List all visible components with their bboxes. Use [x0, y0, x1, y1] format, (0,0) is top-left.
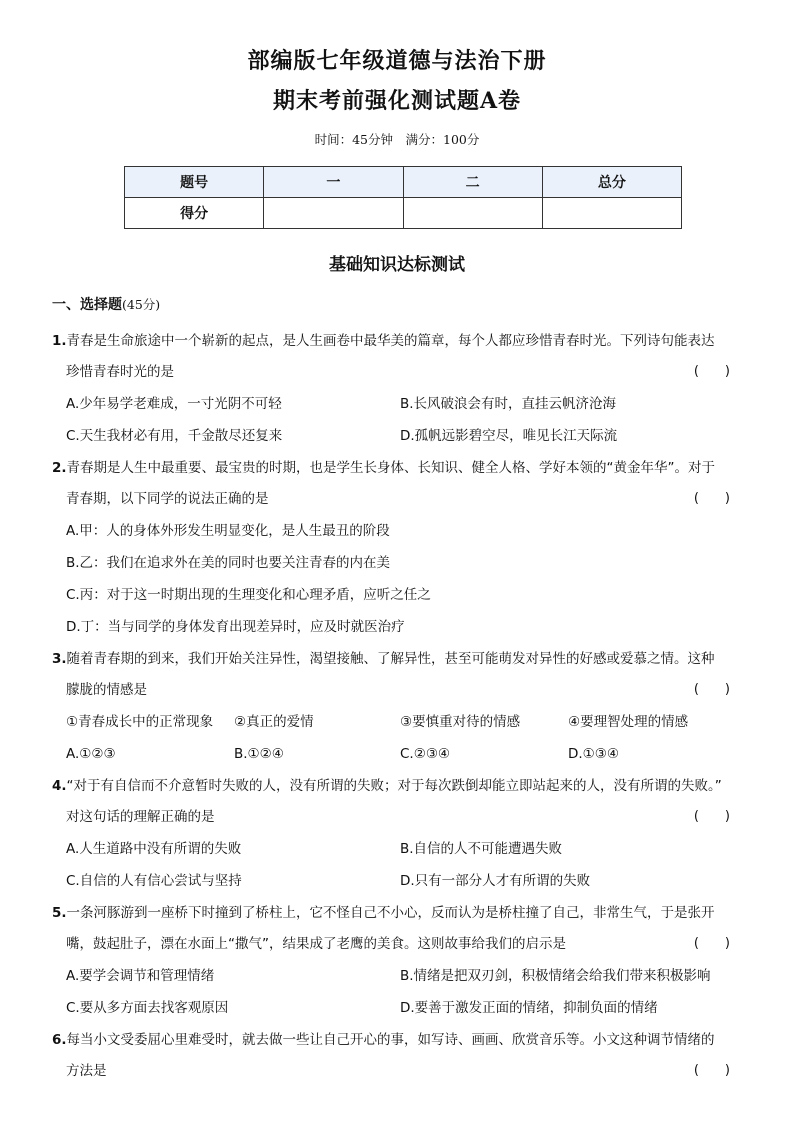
answer-blank[interactable]: ( ) [693, 491, 730, 506]
option-c[interactable]: C.②③④ [400, 746, 451, 762]
option-d[interactable]: D.孤帆远影碧空尽，唯见长江天际流 [400, 428, 618, 444]
option-d[interactable]: D.丁：当与同学的身体发育出现差异时，应及时就医治疗 [66, 619, 405, 635]
option-c[interactable]: C.要从多方面去找客观原因 [66, 1000, 229, 1016]
statement-3: ③要慎重对待的情感 [400, 714, 521, 730]
option-a[interactable]: A.少年易学老难成，一寸光阴不可轻 [66, 396, 282, 412]
question-number: 4. [52, 778, 67, 794]
option-d[interactable]: D.要善于激发正面的情绪，抑制负面的情绪 [400, 1000, 658, 1016]
part-label: 一、选择题 [52, 297, 122, 313]
question-number: 1. [52, 333, 67, 349]
question-text: 随着青春期的到来，我们开始关注异性，渴望接触、了解异性，甚至可能萌发对异性的好感或爱慕之情。这种 [66, 651, 715, 667]
question-text: 一条河豚游到一座桥下时撞到了桥柱上，它不怪自己不小心，反而认为是桥柱撞了自己，非常生气，于是张开 [66, 905, 715, 921]
question-number: 3. [52, 651, 67, 667]
question-text: 方法是 [66, 1063, 107, 1079]
question-text: “对于有自信而不介意暂时失败的人，没有所谓的失败；对于每次跌倒却能立即站起来的人，没有所谓的失败。” [66, 778, 722, 794]
question-text: 青春是生命旅途中一个崭新的起点，是人生画卷中最华美的篇章，每个人都应珍惜青春时光。下列诗句能表达 [66, 333, 715, 349]
score-table [124, 166, 682, 229]
option-a[interactable]: A.①②③ [66, 746, 116, 762]
answer-blank[interactable]: ( ) [693, 364, 730, 379]
question-text: 青春期是人生中最重要、最宝贵的时期，也是学生长身体、长知识、健全人格、学好本领的“黄金年华”。对于 [66, 460, 716, 476]
question-text: 朦胧的情感是 [66, 682, 147, 698]
question-5-line [66, 934, 742, 954]
question-text: 青春期，以下同学的说法正确的是 [66, 491, 269, 507]
score-table-cell: 总分 [542, 167, 681, 198]
answer-blank[interactable]: ( ) [693, 682, 730, 697]
option-b[interactable]: B.乙：我们在追求外在美的同时也要关注青春的内在美 [66, 555, 391, 571]
option-a[interactable]: A.要学会调节和管理情绪 [66, 968, 215, 984]
option-d[interactable]: D.①③④ [568, 746, 619, 762]
option-c[interactable]: C.丙：对于这一时期出现的生理变化和心理矛盾，应听之任之 [66, 587, 431, 603]
question-2-line [52, 458, 742, 478]
answer-blank[interactable]: ( ) [693, 1063, 730, 1078]
score-table-cell: 一 [264, 167, 403, 198]
option-b[interactable]: B.①②④ [234, 746, 284, 762]
question-number: 2. [52, 460, 67, 476]
question-4-line [66, 807, 742, 827]
question-number: 6. [52, 1032, 67, 1048]
option-c[interactable]: C.自信的人有信心尝试与坚持 [66, 873, 242, 889]
statement-1: ①青春成长中的正常现象 [66, 714, 214, 730]
option-d[interactable]: D.只有一部分人才有所谓的失败 [400, 873, 591, 889]
question-4-line [52, 776, 742, 796]
score-table-header-row [125, 167, 682, 198]
question-1-line [66, 362, 742, 382]
question-text: 珍惜青春时光的是 [66, 364, 174, 380]
score-table-cell: 二 [403, 167, 542, 198]
question-6-line [66, 1061, 742, 1081]
section-title: 基础知识达标测试 [329, 255, 465, 275]
score-table-cell[interactable] [403, 198, 542, 229]
score-table-cell: 得分 [125, 198, 264, 229]
option-c[interactable]: C.天生我材必有用，千金散尽还复来 [66, 428, 283, 444]
question-3-line [52, 649, 742, 669]
answer-blank[interactable]: ( ) [693, 809, 730, 824]
statement-2: ②真正的爱情 [234, 714, 314, 730]
question-6-line [52, 1030, 742, 1050]
question-1-line [52, 331, 742, 351]
score-table-cell[interactable] [264, 198, 403, 229]
document-title: 部编版七年级道德与法治下册 [247, 48, 547, 74]
score-table-cell: 题号 [125, 167, 264, 198]
question-text: 对这句话的理解正确的是 [66, 809, 215, 825]
option-a[interactable]: A.人生道路中没有所谓的失败 [66, 841, 242, 857]
question-5-line [52, 903, 742, 923]
score-table-cell[interactable] [542, 198, 681, 229]
document-subtitle: 期末考前强化测试题A卷 [272, 88, 522, 114]
score-table-score-row [125, 198, 682, 229]
statement-4: ④要理智处理的情感 [568, 714, 689, 730]
question-text: 嘴，鼓起肚子，漂在水面上“撒气”，结果成了老鹰的美食。这则故事给我们的启示是 [66, 936, 566, 952]
option-b[interactable]: B.长风破浪会有时，直挂云帆济沧海 [400, 396, 617, 412]
question-text: 每当小文受委屈心里难受时，就去做一些让自己开心的事，如写诗、画画、欣赏音乐等。小文这种调节情绪的 [66, 1032, 715, 1048]
question-2-line [66, 489, 742, 509]
part-score: (45分) [122, 297, 161, 312]
option-b[interactable]: B.自信的人不可能遭遇失败 [400, 841, 563, 857]
option-a[interactable]: A.甲：人的身体外形发生明显变化，是人生最丑的阶段 [66, 523, 390, 539]
option-b[interactable]: B.情绪是把双刃剑，积极情绪会给我们带来积极影响 [400, 968, 711, 984]
exam-meta: 时间：45分钟 满分：100分 [314, 132, 480, 147]
question-number: 5. [52, 905, 67, 921]
question-3-line [66, 680, 742, 700]
part-title [52, 294, 160, 314]
answer-blank[interactable]: ( ) [693, 936, 730, 951]
